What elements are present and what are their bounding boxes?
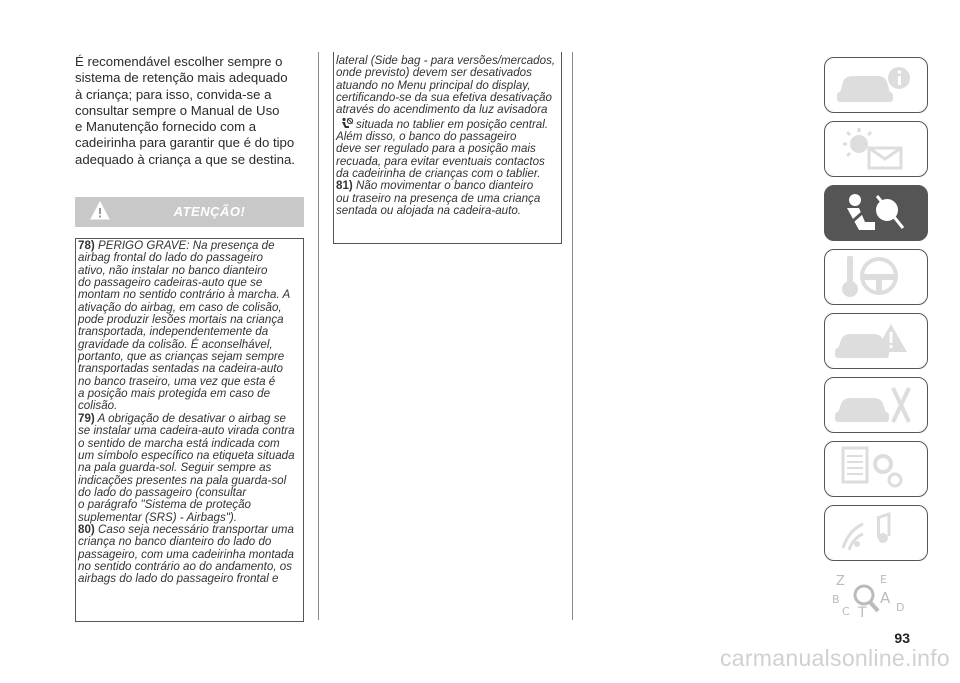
column-divider	[318, 52, 319, 620]
warning-line: ativo, não instalar no banco dianteiro	[78, 263, 268, 277]
warning-line: se instalar uma cadeira-auto virada contra	[78, 424, 295, 438]
warning-line: A obrigação de desativar o airbag se	[97, 411, 286, 425]
key-steering-wheel-icon	[833, 254, 919, 300]
index-letter: Z	[836, 574, 845, 589]
item-number: 79)	[78, 411, 95, 425]
intro-line: sistema de retenção mais adequado	[75, 70, 288, 86]
warning-line: passageiro, com uma cadeirinha montada	[78, 547, 294, 561]
warning-text	[78, 240, 302, 586]
item-number: 81)	[336, 179, 353, 193]
page-number: 93	[894, 630, 910, 646]
index-letter: C	[842, 605, 850, 618]
column-divider	[572, 52, 573, 620]
warning-line: ativação do airbag, em caso de colisão,	[78, 300, 282, 314]
warning-item-78	[78, 240, 302, 413]
index-letter: E	[880, 573, 887, 586]
satellite-music-icon	[833, 510, 919, 556]
warning-line: deve ser regulado para a posição mais	[336, 142, 536, 156]
tab-emergency[interactable]	[824, 313, 928, 369]
warning-text-continued	[336, 55, 560, 217]
warning-line: atuando no Menu principal do display,	[336, 78, 531, 92]
tab-multimedia[interactable]	[824, 505, 928, 561]
tab-technical-data[interactable]	[824, 441, 928, 497]
warning-line: gravidade da colisão. É aconselhável,	[78, 337, 273, 351]
tab-car-info[interactable]	[824, 57, 928, 113]
warning-line: indicações presentes na pala guarda-sol	[78, 473, 287, 487]
warning-item-79	[78, 413, 302, 524]
warning-line: colisão.	[78, 399, 118, 413]
intro-paragraph	[75, 54, 315, 168]
car-warning-icon	[833, 318, 919, 364]
intro-line: cadeirinha para garantir que é do tipo	[75, 135, 295, 151]
warning-line: situada no tablier em posição central.	[356, 117, 549, 131]
warning-line: airbag frontal do lado do passageiro	[78, 251, 263, 265]
warning-line: airbags do lado do passageiro frontal e	[78, 572, 279, 586]
warning-line: pode produzir lesões mortais na criança	[78, 313, 284, 327]
warning-line: da cadeirinha de crianças com o tablier.	[336, 167, 541, 181]
intro-line: consultar sempre o Manual de Uso	[75, 102, 280, 118]
index-letter: T	[858, 605, 867, 619]
warning-line: onde previsto) devem ser desativados	[336, 66, 532, 80]
warning-line: no banco traseiro, uma vez que esta é	[78, 374, 276, 388]
warning-line: o parágrafo "Sistema de proteção	[78, 498, 251, 512]
item-number: 78)	[78, 239, 95, 252]
warning-line: portanto, que as crianças sejam sempre	[78, 350, 285, 364]
index-letter: D	[896, 601, 905, 614]
warning-line: Caso seja necessário transportar uma	[98, 522, 294, 536]
warning-line: do passageiro cadeiras-auto que se	[78, 276, 263, 290]
tab-index[interactable]	[824, 569, 928, 625]
watermark: carmanualsonline.info	[719, 645, 950, 671]
airbag-off-icon	[340, 117, 354, 129]
intro-line: adequado à criança a que se destina.	[75, 151, 295, 167]
warning-line: montam no sentido contrário à marcha. A	[78, 288, 291, 302]
intro-line: e Manutenção fornecido com a	[75, 119, 257, 135]
light-envelope-icon	[833, 126, 919, 172]
document-gears-icon	[833, 446, 919, 492]
warning-line: ou traseiro na presença de uma criança	[336, 191, 541, 205]
index-letter: B	[832, 593, 840, 606]
warning-line: um símbolo específico na etiqueta situada	[78, 448, 295, 462]
warning-line: através do acendimento da luz avisadora	[336, 103, 548, 117]
warning-line: suplementar (SRS) - Airbags").	[78, 510, 237, 524]
warning-line: transportadas sentadas na cadeira-auto	[78, 362, 283, 376]
tab-lights-messages[interactable]	[824, 121, 928, 177]
car-tools-icon	[833, 382, 919, 428]
warning-item-81	[336, 180, 560, 217]
warning-line: Não movimentar o banco dianteiro	[356, 179, 534, 193]
seat-airbag-icon	[833, 190, 919, 236]
item-number: 80)	[78, 522, 95, 536]
warning-line: o sentido de marcha está indicada com	[78, 436, 280, 450]
warning-line: no sentido contrário ao do andamento, os	[78, 559, 292, 573]
intro-line: É recomendável escolher sempre o	[75, 54, 283, 69]
warning-line: recuada, para evitar eventuais contactos	[336, 154, 545, 168]
warning-line: Além disso, o banco do passageiro	[336, 130, 517, 144]
car-info-icon	[833, 62, 919, 108]
index-letters-icon	[832, 573, 918, 619]
warning-line: transportada, independentemente da	[78, 325, 269, 339]
warning-line: certificando-se da sua efetiva desativação	[336, 91, 552, 105]
warning-line: sentada ou alojada na cadeira-auto.	[336, 204, 521, 218]
warning-header	[75, 197, 304, 227]
index-letter: A	[880, 589, 891, 607]
tab-safety[interactable]	[824, 185, 928, 241]
warning-item-80	[78, 524, 302, 586]
intro-line: à criança; para isso, convida-se a	[75, 86, 272, 102]
warning-line: criança no banco dianteiro do lado do	[78, 535, 272, 549]
tab-maintenance[interactable]	[824, 377, 928, 433]
warning-line: a posição mais protegida em caso de	[78, 387, 271, 401]
warning-line: na pala guarda-sol. Seguir sempre as	[78, 461, 272, 475]
warning-title: ATENÇÃO!	[173, 204, 246, 219]
warning-line: do lado do passageiro (consultar	[78, 485, 247, 499]
warning-line: lateral (Side bag - para versões/mercados,	[336, 54, 556, 67]
tab-starting-driving[interactable]	[824, 249, 928, 305]
warning-line: PERIGO GRAVE: Na presença de	[98, 239, 275, 252]
